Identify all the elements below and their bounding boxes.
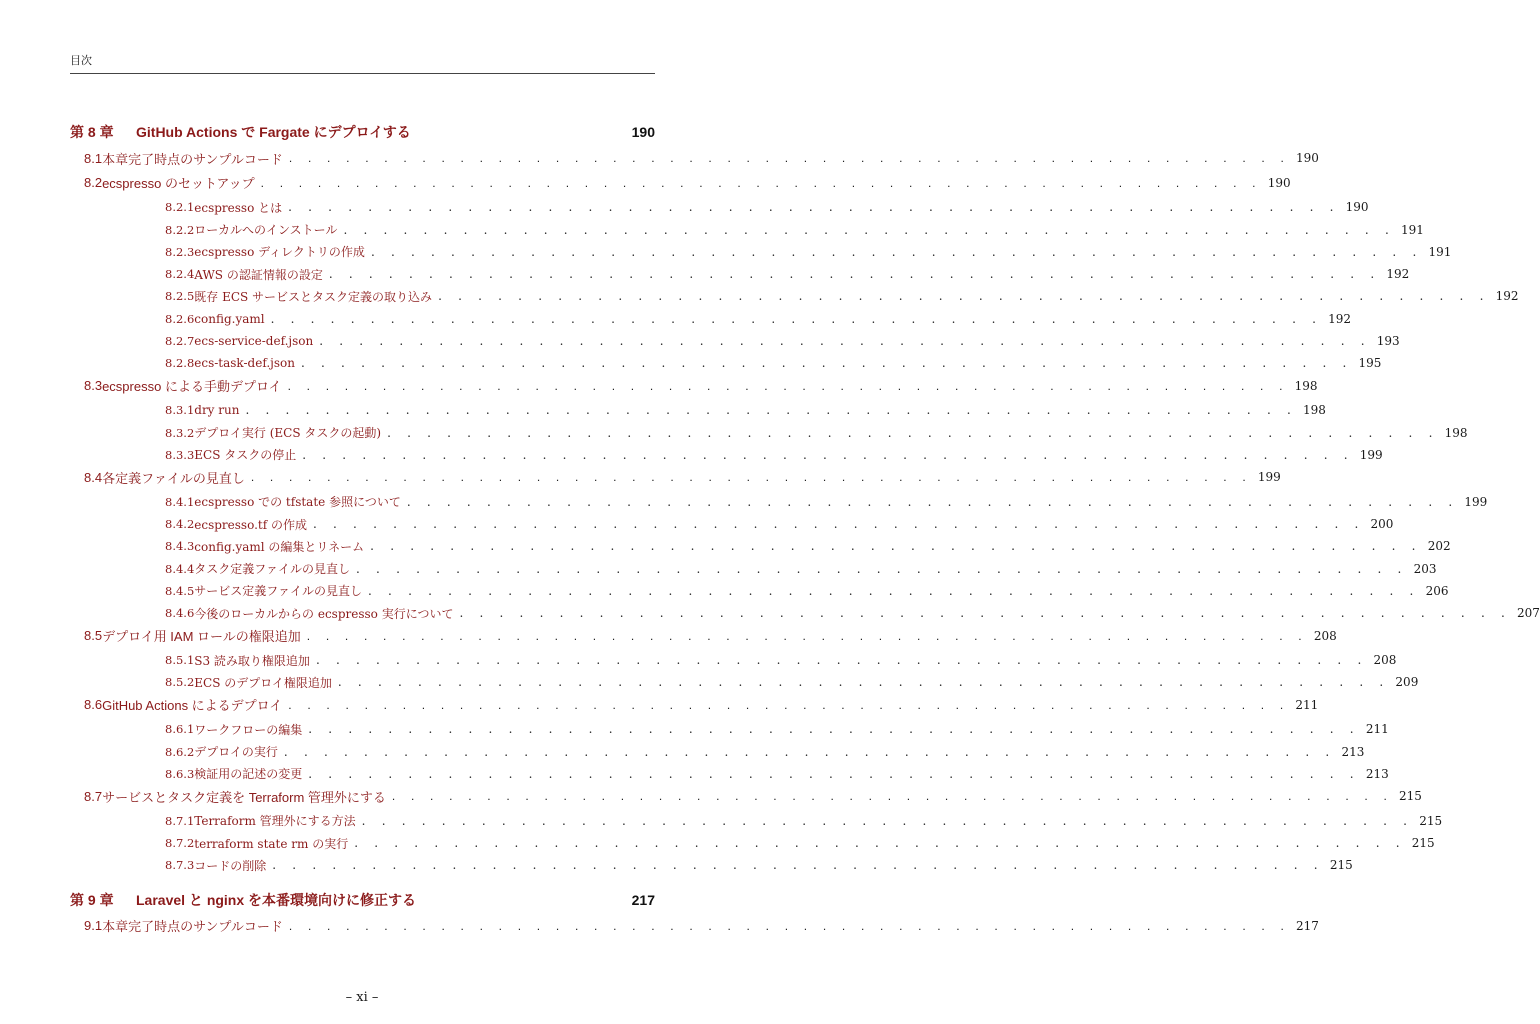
section-number: 8.4 [84, 469, 103, 485]
toc-subsection-entry[interactable] [70, 764, 1389, 784]
toc-subsection-entry[interactable] [70, 581, 1449, 601]
subsection-number: 8.7.1 [165, 813, 195, 828]
leader-dots: . . . . . . . . . . . . . . . . . . . . . . . . . . . . . . . . . . . . . . . . . . . . . . . . . . . . . [459, 606, 1511, 621]
toc-subsection-entry[interactable] [70, 833, 1435, 853]
toc-subsection-entry[interactable] [70, 650, 1397, 670]
toc-subsection-entry[interactable] [70, 445, 1383, 465]
section-title: デプロイ用 IAM ロールの権限追加 [102, 629, 301, 644]
toc-subsection-entry[interactable] [70, 423, 1468, 443]
subsection-title: ecspresso.tf の作成 [194, 517, 307, 532]
subsection-page-number: 213 [1365, 766, 1389, 781]
chapter-title: GitHub Actions で Fargate にデプロイする [136, 124, 411, 140]
subsection-page-number: 203 [1413, 561, 1437, 576]
toc-subsection-entry[interactable] [70, 811, 1443, 831]
section-page-number: 190 [1267, 175, 1291, 190]
toc-chapter-entry[interactable] [70, 890, 655, 910]
leader-dots: . . . . . . . . . . . . . . . . . . . . . . . . . . . . . . . . . . . . . . . . . . . . . . . . . . . . . [288, 200, 1340, 215]
section-page-number: 198 [1294, 378, 1318, 393]
toc-subsection-entry[interactable] [70, 514, 1394, 534]
section-page-number: 215 [1399, 789, 1422, 804]
subsection-number: 8.2.3 [165, 244, 195, 259]
chapter-number: 第 9 章 [70, 891, 114, 908]
subsection-page-number: 208 [1373, 653, 1397, 668]
leader-dots: . . . . . . . . . . . . . . . . . . . . . . . . . . . . . . . . . . . . . . . . . . . . . . . . . . . . . [308, 766, 1360, 781]
toc-chapter-entry[interactable] [70, 122, 655, 142]
subsection-title: dry run [194, 403, 240, 418]
leader-dots: . . . . . . . . . . . . . . . . . . . . . . . . . . . . . . . . . . . . . . . . . . . . . . . . . . . . . [315, 653, 1368, 668]
toc-section-entry[interactable] [70, 695, 1319, 715]
subsection-page-number: 191 [1428, 244, 1452, 259]
subsection-title: ECS のデプロイ権限追加 [194, 675, 332, 690]
section-title: GitHub Actions によるデプロイ [102, 698, 283, 714]
leader-dots: . . . . . . . . . . . . . . . . . . . . . . . . . . . . . . . . . . . . . . . . . . . . . . . . . . . . . [272, 858, 1324, 873]
section-title: ecspresso による手動デプロイ [102, 379, 282, 395]
subsection-number: 8.2.8 [165, 356, 195, 371]
subsection-title: config.yaml の編集とリネーム [194, 539, 365, 554]
subsection-number: 8.7.3 [165, 858, 195, 873]
toc-subsection-entry[interactable] [70, 719, 1389, 739]
subsection-page-number: 202 [1427, 539, 1451, 554]
subsection-number: 8.6.1 [165, 722, 195, 737]
running-header [70, 55, 655, 74]
leader-dots: . . . . . . . . . . . . . . . . . . . . . . . . . . . . . . . . . . . . . . . . . . . . . . . . . . . . . [288, 151, 1290, 165]
toc-subsection-entry[interactable] [70, 331, 1400, 351]
subsection-number: 8.3.3 [165, 447, 195, 462]
leader-dots: . . . . . . . . . . . . . . . . . . . . . . . . . . . . . . . . . . . . . . . . . . . . . . . . . . . . . [306, 628, 1308, 643]
toc-section-entry[interactable] [70, 376, 1318, 396]
subsection-number: 8.2.1 [165, 200, 195, 215]
leader-dots: . . . . . . . . . . . . . . . . . . . . . . . . . . . . . . . . . . . . . . . . . . . . . . . . . . . . . [356, 561, 1408, 576]
toc-section-entry[interactable] [70, 467, 1281, 487]
leader-dots: . . . . . . . . . . . . . . . . . . . . . . . . . . . . . . . . . . . . . . . . . . . . . . . . . . . . . [319, 334, 1371, 348]
subsection-number: 8.3.2 [165, 425, 195, 440]
section-page-number: 208 [1313, 628, 1337, 643]
subsection-page-number: 200 [1370, 517, 1394, 531]
subsection-number: 8.4.4 [165, 561, 195, 576]
leader-dots: . . . . . . . . . . . . . . . . . . . . . . . . . . . . . . . . . . . . . . . . . . . . . . . . . . . . . [370, 539, 1422, 554]
toc-subsection-entry[interactable] [70, 400, 1326, 420]
subsection-title: AWS の認証情報の設定 [194, 267, 323, 282]
leader-dots: . . . . . . . . . . . . . . . . . . . . . . . . . . . . . . . . . . . . . . . . . . . . . . . . . . . . . [387, 425, 1439, 440]
section-number: 8.3 [84, 378, 103, 394]
subsection-title: 検証用の記述の変更 [194, 767, 303, 782]
leader-dots: . . . . . . . . . . . . . . . . . . . . . . . . . . . . . . . . . . . . . . . . . . . . . . . . . . . . . [245, 403, 1298, 418]
section-page-number: 217 [1296, 918, 1319, 933]
toc-section-entry[interactable] [70, 916, 1319, 936]
subsection-title: サービス定義ファイルの見直し [194, 584, 363, 599]
section-title: ecspresso のセットアップ [102, 176, 255, 192]
subsection-number: 8.6.3 [165, 766, 195, 781]
subsection-title: コードの削除 [194, 858, 267, 873]
subsection-page-number: 215 [1419, 813, 1443, 828]
leader-dots: . . . . . . . . . . . . . . . . . . . . . . . . . . . . . . . . . . . . . . . . . . . . . . . . . . . . . [361, 813, 1414, 828]
subsection-title: ecspresso での tfstate 参照について [194, 495, 401, 510]
toc-subsection-entry[interactable] [70, 603, 1540, 623]
toc-subsection-entry[interactable] [70, 855, 1353, 875]
subsection-title: ローカルへのインストール [194, 223, 338, 237]
subsection-number: 8.2.7 [165, 334, 195, 348]
subsection-page-number: 192 [1386, 267, 1410, 282]
subsection-page-number: 199 [1464, 494, 1488, 509]
subsection-title: config.yaml [194, 311, 265, 326]
leader-dots: . . . . . . . . . . . . . . . . . . . . . . . . . . . . . . . . . . . . . . . . . . . . . . . . . . . . . [313, 517, 1365, 531]
subsection-number: 8.4.2 [165, 517, 195, 531]
subsection-page-number: 198 [1303, 403, 1326, 418]
subsection-title: terraform state rm の実行 [194, 836, 349, 851]
toc-subsection-entry[interactable] [70, 286, 1519, 306]
leader-dots: . . . . . . . . . . . . . . . . . . . . . . . . . . . . . . . . . . . . . . . . . . . . . . . . . . . . . [283, 744, 1336, 759]
subsection-page-number: 207 [1517, 606, 1540, 621]
subsection-page-number: 209 [1395, 675, 1419, 690]
subsection-page-number: 190 [1345, 200, 1369, 215]
leader-dots: . . . . . . . . . . . . . . . . . . . . . . . . . . . . . . . . . . . . . . . . . . . . . . . . . . . . . [288, 918, 1290, 933]
subsection-number: 8.4.3 [165, 539, 195, 554]
toc-subsection-entry[interactable] [70, 559, 1437, 579]
toc-subsection-entry[interactable] [70, 536, 1451, 556]
section-title: 本章完了時点のサンプルコード [102, 919, 283, 935]
subsection-page-number: 192 [1495, 289, 1519, 304]
subsection-title: ecspresso とは [194, 200, 283, 215]
section-page-number: 211 [1295, 697, 1319, 712]
subsection-number: 8.4.1 [165, 494, 195, 509]
section-title: 本章完了時点のサンプルコード [102, 151, 283, 167]
leader-dots: . . . . . . . . . . . . . . . . . . . . . . . . . . . . . . . . . . . . . . . . . . . . . . . . . . . . . [438, 289, 1490, 304]
subsection-number: 8.5.2 [165, 675, 195, 690]
subsection-number: 8.4.5 [165, 583, 195, 598]
leader-dots: . . . . . . . . . . . . . . . . . . . . . . . . . . . . . . . . . . . . . . . . . . . . . . . . . . . . . [287, 378, 1289, 393]
subsection-page-number: 215 [1411, 836, 1435, 851]
leader-dots: . . . . . . . . . . . . . . . . . . . . . . . . . . . . . . . . . . . . . . . . . . . . . . . . . . . . . [301, 356, 1353, 371]
leader-dots: . . . . . . . . . . . . . . . . . . . . . . . . . . . . . . . . . . . . . . . . . . . . . . . . . . . . . [260, 175, 1262, 190]
subsection-title: ecs-task-def.json [194, 356, 295, 371]
toc-subsection-entry[interactable] [70, 353, 1382, 373]
section-number: 8.2 [84, 175, 103, 191]
subsection-page-number: 198 [1444, 425, 1468, 440]
toc-subsection-entry[interactable] [70, 242, 1452, 262]
leader-dots: . . . . . . . . . . . . . . . . . . . . . . . . . . . . . . . . . . . . . . . . . . . . . . . . . . . . . [406, 494, 1459, 509]
subsection-title: タスク定義ファイルの見直し [194, 562, 351, 577]
subsection-number: 8.2.2 [165, 222, 195, 237]
leader-dots: . . . . . . . . . . . . . . . . . . . . . . . . . . . . . . . . . . . . . . . . . . . . . . . . . . . . . [343, 222, 1395, 237]
subsection-page-number: 215 [1329, 858, 1353, 873]
subsection-title: Terraform 管理外にする方法 [194, 814, 356, 829]
subsection-page-number: 195 [1358, 356, 1382, 371]
subsection-number: 8.2.5 [165, 289, 195, 304]
subsection-title: 今後のローカルからの ecspresso 実行について [194, 606, 454, 621]
leader-dots: . . . . . . . . . . . . . . . . . . . . . . . . . . . . . . . . . . . . . . . . . . . . . . . . . . . . . [391, 789, 1393, 804]
leader-dots: . . . . . . . . . . . . . . . . . . . . . . . . . . . . . . . . . . . . . . . . . . . . . . . . . . . . . [354, 836, 1406, 851]
leader-dots: . . . . . . . . . . . . . . . . . . . . . . . . . . . . . . . . . . . . . . . . . . . . . . . . . . . . . [250, 470, 1252, 485]
leader-dots: . . . . . . . . . . . . . . . . . . . . . . . . . . . . . . . . . . . . . . . . . . . . . . . . . . . . . [302, 447, 1354, 462]
section-page-number: 199 [1257, 470, 1281, 485]
toc-subsection-entry[interactable] [70, 220, 1424, 240]
section-number: 8.6 [84, 697, 103, 713]
page-number-footer: – xi – [345, 990, 379, 1005]
toc-subsection-entry[interactable] [70, 672, 1419, 692]
leader-dots: . . . . . . . . . . . . . . . . . . . . . . . . . . . . . . . . . . . . . . . . . . . . . . . . . . . . . [288, 697, 1290, 712]
chapter-page-number: 217 [631, 891, 655, 908]
leader-dots: . . . . . . . . . . . . . . . . . . . . . . . . . . . . . . . . . . . . . . . . . . . . . . . . . . . . . [270, 311, 1323, 326]
leader-dots: . . . . . . . . . . . . . . . . . . . . . . . . . . . . . . . . . . . . . . . . . . . . . . . . . . . . . [370, 244, 1423, 259]
subsection-title: ECS タスクの停止 [194, 448, 297, 463]
subsection-number: 8.7.2 [165, 836, 195, 851]
toc-subsection-entry[interactable] [70, 197, 1369, 217]
toc-subsection-entry[interactable] [70, 492, 1488, 512]
subsection-page-number: 213 [1341, 744, 1365, 759]
toc-section-entry[interactable] [70, 148, 1319, 168]
section-title: サービスとタスク定義を Terraform 管理外にする [102, 789, 386, 805]
subsection-title: ワークフローの編集 [194, 722, 303, 737]
chapter-title: Laravel と nginx を本番環境向けに修正する [136, 891, 417, 908]
subsection-page-number: 199 [1359, 447, 1383, 462]
section-number: 8.1 [84, 150, 103, 166]
toc-subsection-entry[interactable] [70, 742, 1365, 762]
toc-section-entry[interactable] [70, 786, 1422, 806]
leader-dots: . . . . . . . . . . . . . . . . . . . . . . . . . . . . . . . . . . . . . . . . . . . . . . . . . . . . . [368, 583, 1420, 598]
subsection-page-number: 211 [1365, 722, 1389, 737]
subsection-number: 8.3.1 [165, 403, 195, 418]
subsection-number: 8.4.6 [165, 606, 195, 621]
toc-section-entry[interactable] [70, 173, 1291, 193]
subsection-title: 既存 ECS サービスとタスク定義の取り込み [194, 289, 433, 304]
subsection-number: 8.2.6 [165, 311, 195, 326]
toc-section-entry[interactable] [70, 626, 1337, 646]
subsection-number: 8.2.4 [165, 267, 195, 282]
section-page-number: 190 [1296, 151, 1319, 165]
chapter-number: 第 8 章 [70, 124, 114, 140]
subsection-title: S3 読み取り権限追加 [194, 653, 310, 668]
subsection-title: デプロイ実行 (ECS タスクの起動) [194, 426, 382, 440]
subsection-title: デプロイの実行 [194, 745, 278, 760]
subsection-page-number: 193 [1376, 334, 1400, 348]
leader-dots: . . . . . . . . . . . . . . . . . . . . . . . . . . . . . . . . . . . . . . . . . . . . . . . . . . . . . [328, 267, 1381, 282]
chapter-page-number: 190 [631, 124, 655, 140]
subsection-number: 8.5.1 [165, 653, 195, 668]
toc-subsection-entry[interactable] [70, 309, 1352, 329]
section-number: 8.5 [84, 628, 103, 643]
leader-dots: . . . . . . . . . . . . . . . . . . . . . . . . . . . . . . . . . . . . . . . . . . . . . . . . . . . . . [337, 675, 1390, 690]
subsection-page-number: 192 [1328, 311, 1352, 326]
toc-subsection-entry[interactable] [70, 264, 1410, 284]
subsection-page-number: 191 [1400, 222, 1424, 237]
leader-dots: . . . . . . . . . . . . . . . . . . . . . . . . . . . . . . . . . . . . . . . . . . . . . . . . . . . . . [308, 722, 1360, 737]
subsection-title: ecspresso ディレクトリの作成 [194, 245, 365, 260]
section-title: 各定義ファイルの見直し [102, 470, 245, 486]
header-title: 目次 [70, 54, 92, 67]
subsection-page-number: 206 [1425, 583, 1449, 598]
section-number: 9.1 [84, 918, 103, 934]
section-number: 8.7 [84, 788, 103, 804]
subsection-title: ecs-service-def.json [194, 334, 314, 348]
subsection-number: 8.6.2 [165, 744, 195, 759]
